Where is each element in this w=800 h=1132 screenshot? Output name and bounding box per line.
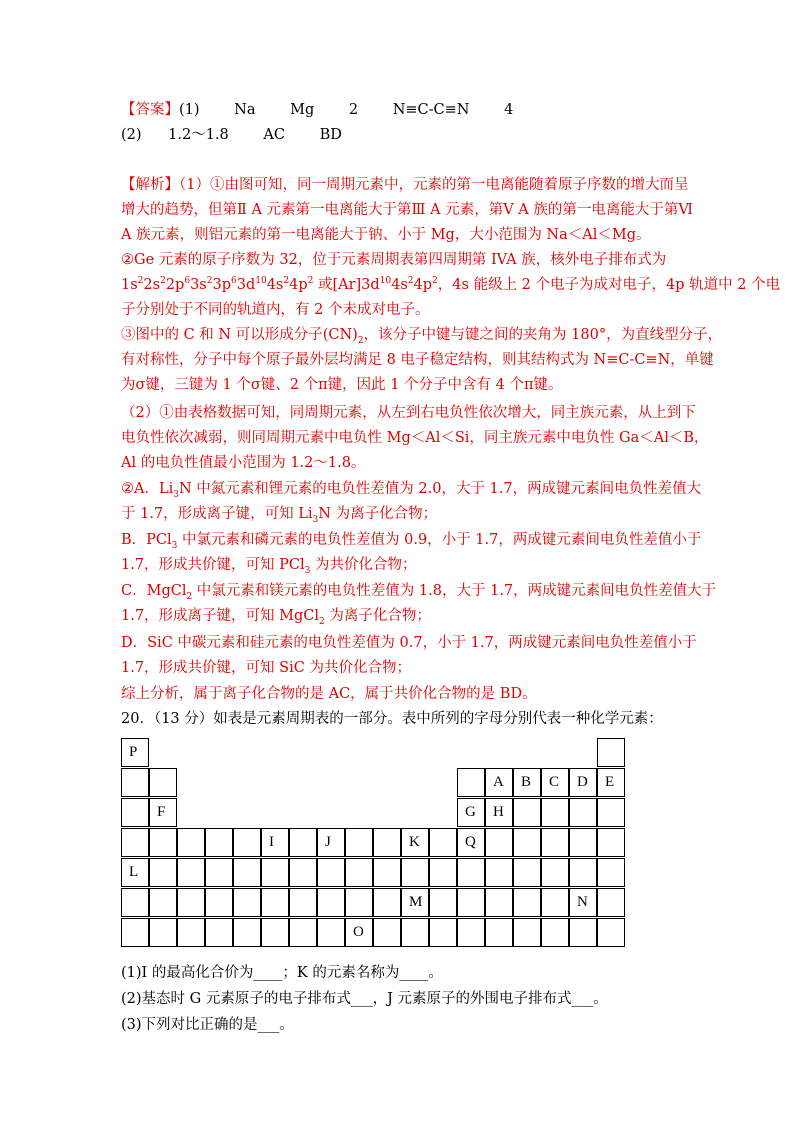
cell-N: N: [569, 888, 597, 917]
cell-empty: [261, 888, 289, 917]
analysis-text: ②Ge 元素的原子序数为 32，位于元素周期表第四周期第 IVA 族，核外电子排布式为: [121, 252, 667, 268]
cell-empty: [177, 918, 205, 947]
cell-empty: [457, 918, 485, 947]
analysis-text: （1）①由图可知，同一周期元素中，元素的第一电离能随着原子序数的增大而呈: [179, 177, 689, 193]
superscript: 6: [184, 276, 191, 287]
analysis-text: 为共价化合物；: [310, 557, 417, 573]
cell-empty: [345, 888, 373, 917]
analysis-text: ②A．Li: [121, 481, 174, 497]
answer-item: N≡C-C≡N: [392, 102, 470, 118]
analysis-line: [121, 251, 666, 269]
cell-empty: [345, 858, 373, 887]
cell-empty: [485, 918, 513, 947]
analysis-line: [121, 404, 696, 422]
cell-empty: [233, 858, 261, 887]
cell-empty: [177, 858, 205, 887]
superscript: 2: [407, 276, 414, 287]
analysis-line: [121, 376, 563, 394]
cell-empty: [177, 828, 205, 857]
analysis-text: C．MgCl: [121, 583, 187, 599]
analysis-line-electron-config: [121, 276, 780, 294]
cell-empty: [429, 888, 457, 917]
cell-empty: [233, 888, 261, 917]
answer-line-1: [121, 101, 513, 119]
cell-empty: [541, 828, 569, 857]
answer-item: 2: [348, 102, 359, 118]
cell-L: L: [121, 858, 149, 887]
cell-empty: [261, 918, 289, 947]
cell-empty: [541, 918, 569, 947]
analysis-line: [121, 429, 709, 447]
subscript: 3: [171, 540, 178, 551]
cell-empty: [149, 828, 177, 857]
question-intro: 20．（13 分）如表是元素周期表的一部分。表中所列的字母分别代表一种化学元素：: [121, 711, 663, 727]
cell-empty: [317, 858, 345, 887]
analysis-text: A 族元素，则铝元素的第一电离能大于钠、小于 Mg，大小范围为 Na＜Al＜Mg。: [121, 227, 651, 243]
config-part: 4s: [266, 277, 284, 293]
cell-empty: [317, 888, 345, 917]
cell-empty: [401, 858, 429, 887]
cell-empty: [485, 828, 513, 857]
cell-empty: [597, 858, 625, 887]
cell-empty: [513, 858, 541, 887]
analysis-line: [121, 531, 701, 549]
cell-empty: [205, 918, 233, 947]
cell-empty: [205, 828, 233, 857]
superscript: 2: [160, 276, 166, 287]
config-part: 3s: [190, 277, 207, 293]
cell-empty: [429, 858, 457, 887]
cell-G: G: [457, 798, 485, 827]
cell-empty: [373, 888, 401, 917]
cell-empty: [289, 918, 317, 947]
superscript: 6: [230, 276, 237, 287]
config-part: 3p: [212, 277, 231, 293]
cell-empty: [513, 828, 541, 857]
analysis-text: 有对称性，分子中每个原子最外层均满足 8 电子稳定结构，则其结构式为 N≡C-C≡N，单键: [121, 352, 714, 368]
cell-empty: [569, 798, 597, 827]
cell-empty: [261, 858, 289, 887]
cell-empty: [205, 858, 233, 887]
subscript: 3: [304, 565, 311, 576]
superscript: 10: [379, 276, 392, 287]
analysis-text: 于 1.7，形成离子键，可知 Li: [121, 506, 313, 522]
answer-item: AC: [263, 127, 285, 143]
analysis-text: 1.7，形成共价键，可知 SiC 为共价化合物；: [121, 660, 411, 676]
analysis-text: 1.7，形成共价键，可知 PCl: [121, 557, 305, 573]
cell-F: F: [149, 798, 177, 827]
cell-I: I: [261, 828, 289, 857]
analysis-text: （2）①由表格数据可知，同周期元素，从左到右电负性依次增大，同主族元素，从上到下: [121, 405, 696, 421]
cell-empty: [597, 828, 625, 857]
cell-empty: [597, 888, 625, 917]
cell-empty: [373, 858, 401, 887]
cell-empty: [121, 888, 149, 917]
cell-C: C: [541, 768, 569, 797]
analysis-line: [121, 226, 651, 244]
config-part: 4s: [391, 277, 408, 293]
cell-empty: [149, 918, 177, 947]
cell-empty: [485, 858, 513, 887]
analysis-line: [121, 659, 411, 677]
cell-O: O: [345, 918, 373, 947]
superscript: 2: [307, 276, 314, 287]
cell-empty: [597, 798, 625, 827]
analysis-line: [121, 176, 688, 194]
cell-Q: Q: [457, 828, 485, 857]
analysis-text: 增大的趋势，但第Ⅱ A 元素第一电离能大于第Ⅲ A 元素，第Ⅴ A 族的第一电离能大于第Ⅵ: [121, 202, 693, 218]
analysis-line: [121, 582, 716, 600]
config-part: 或[Ar]3d: [313, 277, 380, 293]
analysis-line: [121, 326, 722, 344]
analysis-text: 1.7，形成离子键，可知 MgCl: [121, 608, 320, 624]
cell-empty: [149, 768, 177, 797]
cell-empty: [457, 888, 485, 917]
cell-E: E: [597, 768, 625, 797]
cell-empty: [513, 888, 541, 917]
cell-empty: [541, 858, 569, 887]
cell-empty: [569, 918, 597, 947]
cell-empty: [597, 918, 625, 947]
analysis-line: [121, 480, 701, 498]
question-3: (3)下列对比正确的是___。: [121, 1017, 294, 1033]
answer-item: Na: [234, 102, 256, 118]
analysis-line: [121, 634, 697, 652]
cell-empty: [569, 858, 597, 887]
cell-empty: [345, 828, 373, 857]
cell-empty: [569, 828, 597, 857]
analysis-text: 为离子化合物；: [324, 608, 431, 624]
periodic-table: [121, 738, 625, 952]
analysis-text: D．SiC 中碳元素和硅元素的电负性差值为 0.7，小于 1.7，两成键元素间电负性差值小于: [121, 635, 697, 651]
cell-empty: [541, 888, 569, 917]
analysis-text: B．PCl: [121, 532, 172, 548]
cell-empty: [457, 858, 485, 887]
config-part: 4p: [413, 277, 433, 293]
analysis-line: [121, 607, 431, 625]
subscript: 3: [173, 489, 179, 500]
answer-part1-label: (1): [179, 102, 200, 118]
cell-empty: [205, 888, 233, 917]
cell-empty: [429, 828, 457, 857]
cell-empty: [177, 888, 205, 917]
cell-empty: [513, 918, 541, 947]
subscript: 2: [186, 591, 193, 602]
cell-empty: [289, 888, 317, 917]
cell-A: A: [485, 768, 513, 797]
subscript: 3: [312, 514, 319, 525]
answer-item: 1.2～1.8: [168, 127, 229, 143]
question-2: (2)基态时 G 元素原子的电子排布式___，J 元素原子的外围电子排布式___。: [121, 991, 608, 1007]
analysis-text: 中氯元素和镁元素的电负性差值为 1.8，大于 1.7，两成键元素间电负性差值大于: [192, 583, 717, 599]
cell-K: K: [401, 828, 429, 857]
cell-empty: [513, 798, 541, 827]
config-part: 2s: [143, 277, 161, 293]
analysis-text: ，该分子中键与键之间的夹角为 180°，为直线型分子，: [363, 327, 723, 343]
cell-empty: [121, 918, 149, 947]
analysis-line: [121, 556, 417, 574]
cell-empty: [457, 768, 485, 797]
analysis-line: [121, 301, 429, 319]
cell-empty: [149, 888, 177, 917]
analysis-text: Al 的电负性值最小范围为 1.2～1.8。: [121, 455, 366, 471]
subscript: 2: [319, 616, 325, 627]
analysis-text: 中氯元素和磷元素的电负性差值为 0.9，小于 1.7，两成键元素间电负性差值小于: [177, 532, 702, 548]
answer-item: 4: [504, 102, 514, 118]
cell-empty: [373, 918, 401, 947]
cell-empty: [121, 768, 149, 797]
cell-empty: [121, 828, 149, 857]
cell-empty: [149, 858, 177, 887]
config-part: ，4s 能级上 2 个电子为成对电子，4p 轨道中 2 个电: [437, 277, 781, 293]
cell-empty: [597, 738, 625, 767]
config-part: 3d: [236, 277, 256, 293]
cell-empty: [401, 918, 429, 947]
config-part: 1s: [121, 277, 138, 293]
superscript: 2: [283, 276, 290, 287]
answer-tag: 【答案】: [121, 102, 179, 118]
superscript: 10: [255, 276, 267, 287]
cell-empty: [541, 798, 569, 827]
analysis-text: N 中氮元素和锂元素的电负性差值为 2.0，大于 1.7，两成键元素间电负性差值大: [178, 481, 702, 497]
analysis-text: N 为离子化合物；: [318, 506, 438, 522]
analysis-text: 子分别处于不同的轨道内，有 2 个未成对电子。: [121, 302, 430, 318]
cell-empty: [485, 888, 513, 917]
analysis-text: 为σ键，三键为 1 个σ键、2 个π键，因此 1 个分子中含有 4 个π键。: [121, 377, 563, 393]
cell-P: P: [121, 738, 149, 767]
cell-empty: [289, 858, 317, 887]
question-1: (1)I 的最高化合价为____；K 的元素名称为____。: [121, 965, 443, 981]
analysis-line: [121, 505, 437, 523]
cell-empty: [429, 918, 457, 947]
superscript: 2: [206, 276, 213, 287]
answer-line-2: [121, 126, 342, 144]
cell-empty: [233, 918, 261, 947]
analysis-line: [121, 351, 714, 369]
answer-item: BD: [319, 127, 342, 143]
cell-empty: [373, 828, 401, 857]
cell-empty: [121, 798, 149, 827]
config-part: 2p: [165, 277, 185, 293]
cell-J: J: [317, 828, 345, 857]
analysis-text: 综上分析，属于离子化合物的是 AC，属于共价化合物的是 BD。: [121, 686, 537, 702]
analysis-text: 电负性依次减弱，则同周期元素中电负性 Mg＜Al＜Si，同主族元素中电负性 Ga＜Al＜B，: [121, 430, 709, 446]
analysis-line: [121, 454, 365, 472]
analysis-line: [121, 201, 693, 219]
answer-part2-label: (2): [121, 127, 142, 143]
config-part: 4p: [289, 277, 308, 293]
cell-empty: [317, 918, 345, 947]
cell-H: H: [485, 798, 513, 827]
analysis-text: ③图中的 C 和 N 可以形成分子(CN): [121, 327, 358, 343]
analysis-tag: 【解析】: [121, 177, 179, 193]
answer-item: Mg: [290, 102, 315, 118]
cell-empty: [289, 828, 317, 857]
cell-D: D: [569, 768, 597, 797]
analysis-line: [121, 685, 537, 703]
superscript: 2: [432, 276, 438, 287]
subscript: 2: [357, 335, 364, 346]
cell-B: B: [513, 768, 541, 797]
cell-M: M: [401, 888, 429, 917]
cell-empty: [233, 828, 261, 857]
superscript: 2: [137, 276, 144, 287]
